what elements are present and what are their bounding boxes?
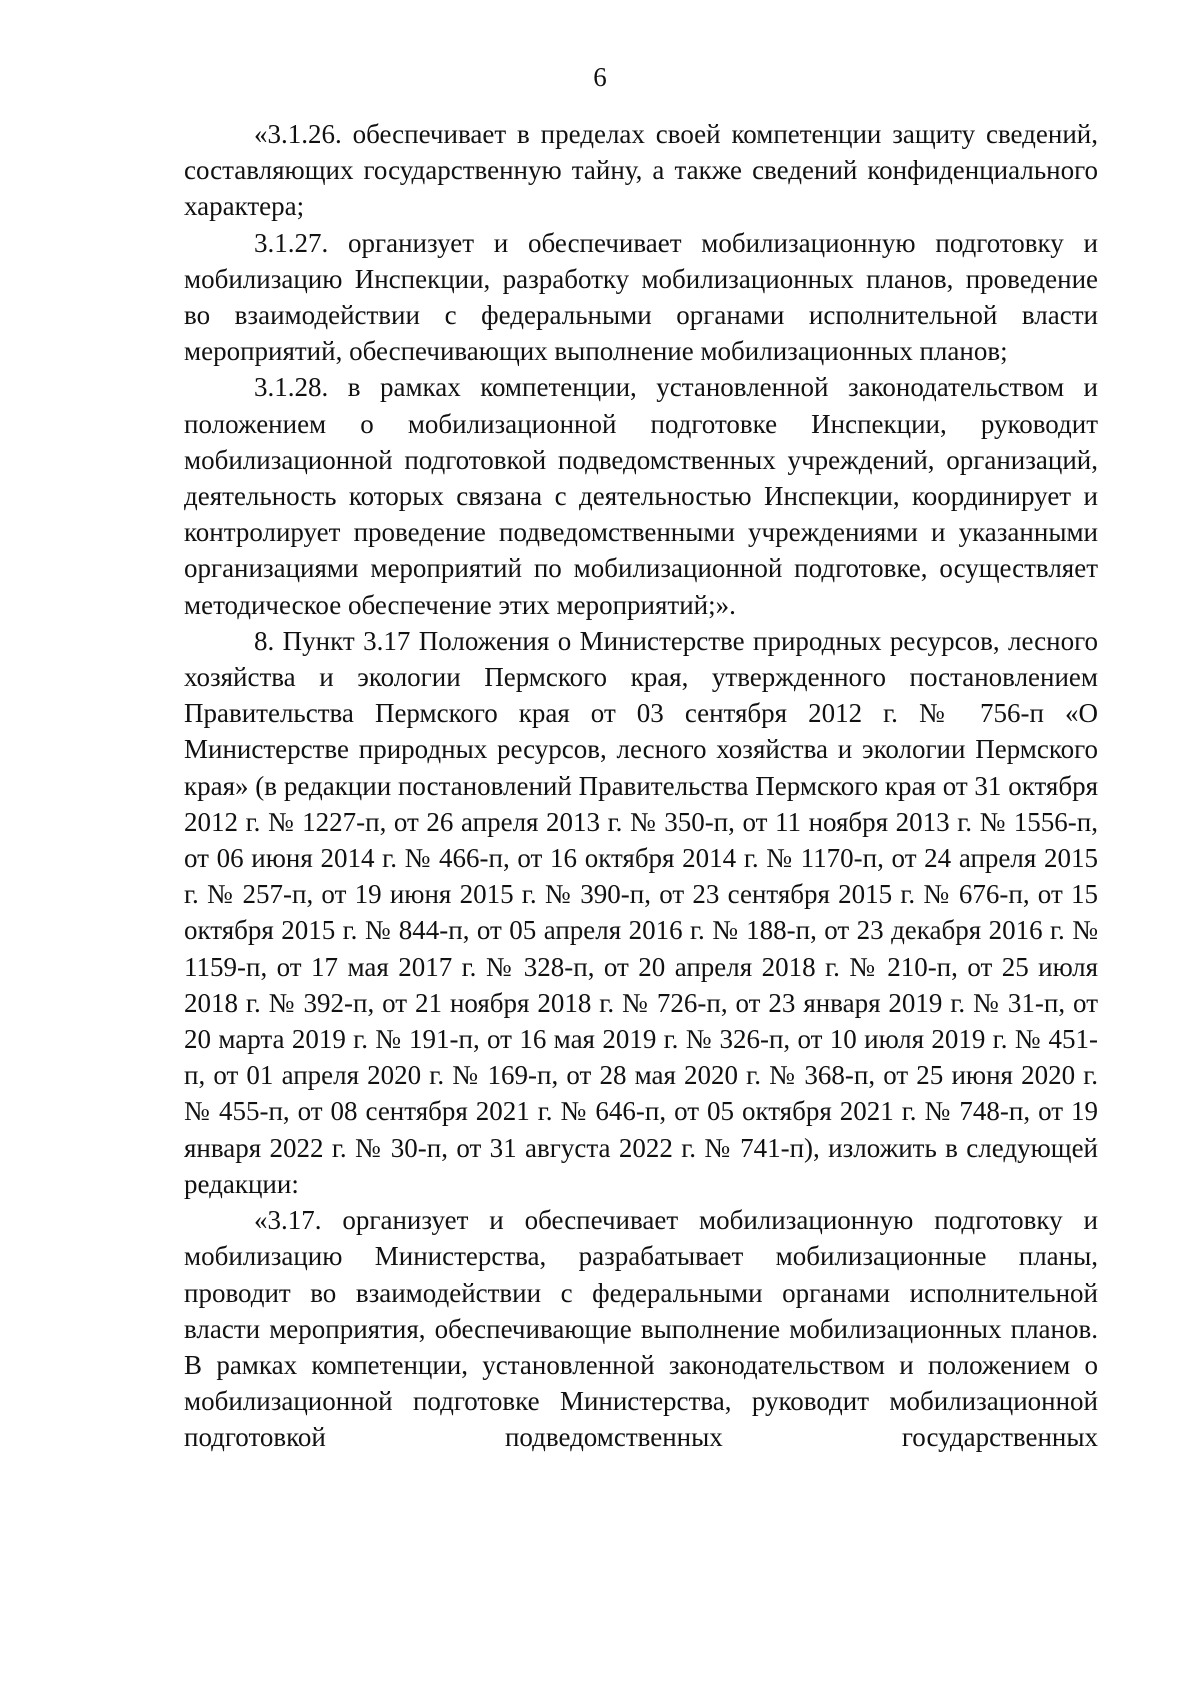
page-number: 6 bbox=[593, 62, 607, 92]
paragraph-item-8: 8. Пункт 3.17 Положения о Министерстве природных ресурсов, лесного хозяйства и экологии Пермского края, утвержденного постановлением Правительства Пермского края от 03 сентября 2012 г. № 756-п «О Министерстве природных ресурсов, лесного хозяйства и экологии Пермского края» (в редакции постановлений Правительства Пермского края от 31 октября 2012 г. № 1227-п, от 26 апреля 2013 г. № 350-п, от 11 ноября 2013 г. № 1556-п, от 06 июня 2014 г. № 466-п, от 16 октября 2014 г. № 1170-п, от 24 апреля 2015 г. № 257-п, от 19 июня 2015 г. № 390-п, от 23 сентября 2015 г. № 676-п, от 15 октября 2015 г. № 844-п, от 05 апреля 2016 г. № 188-п, от 23 декабря 2016 г. № 1159-п, от 17 мая 2017 г. № 328-п, от 20 апреля 2018 г. № 210-п, от 25 июля 2018 г. № 392-п, от 21 ноября 2018 г. № 726-п, от 23 января 2019 г. № 31-п, от 20 марта 2019 г. № 191-п, от 16 мая 2019 г. № 326-п, от 10 июля 2019 г. № 451-п, от 01 апреля 2020 г. № 169-п, от 28 мая 2020 г. № 368-п, от 25 июня 2020 г. № 455-п, от 08 сентября 2021 г. № 646-п, от 05 октября 2021 г. № 748-п, от 19 января 2022 г. № 30-п, от 31 августа 2022 г. № 741-п), изложить в следующей редакции: bbox=[184, 625, 1098, 1199]
paragraph-3-1-27: 3.1.27. организует и обеспечивает мобилизационную подготовку и мобилизацию Инспекции, разработку мобилизационных планов, проведение во взаимодействии с федеральными органами исполнительной власти мероприятий, обеспечивающих выполнение мобилизационных планов; bbox=[184, 227, 1098, 367]
paragraph-3-17: «3.17. организует и обеспечивает мобилизационную подготовку и мобилизацию Министерства, разрабатывает мобилизационные планы, проводит во взаимодействии с федеральными органами исполнительной власти мероприятия, обеспечивающие выполнение мобилизационных планов. В рамках компетенции, установленной законодательством и положением о мобилизационной подготовке Министерства, руководит мобилизационной подготовкой подведомственных государственных bbox=[184, 1205, 1098, 1453]
document-body bbox=[184, 116, 1098, 1456]
paragraph-3-1-26: «3.1.26. обеспечивает в пределах своей компетенции защиту сведений, составляющих государственную тайну, а также сведений конфиденциального характера; bbox=[184, 119, 1098, 222]
paragraph-3-1-28: 3.1.28. в рамках компетенции, установленной законодательством и положением о мобилизационной подготовке Инспекции, руководит мобилизационной подготовкой подведомственных учреждений, организаций, деятельность которых связана с деятельностью Инспекции, координирует и контролирует проведение подведомственными учреждениями и указанными организациями мероприятий по мобилизационной подготовке, осуществляет методическое обеспечение этих мероприятий;». bbox=[184, 372, 1098, 620]
